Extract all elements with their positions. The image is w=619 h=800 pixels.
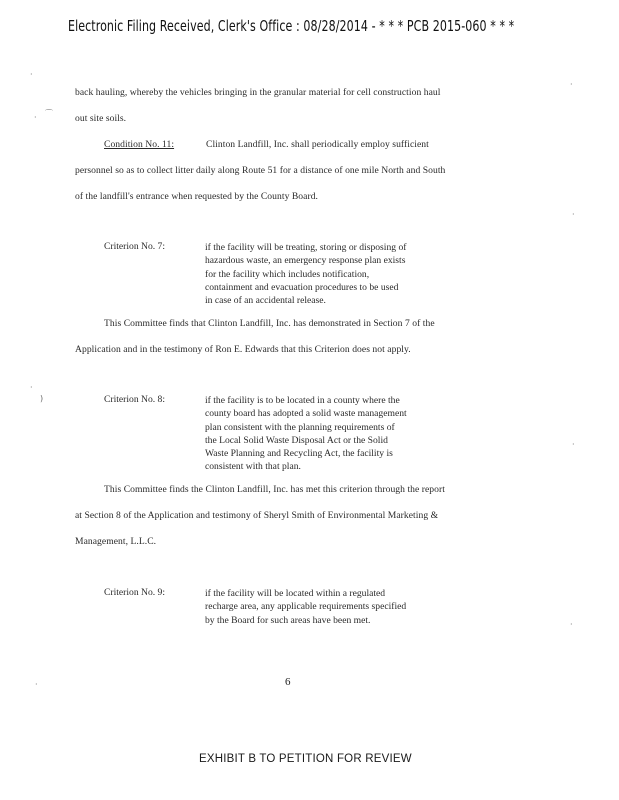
scan-speck: ) xyxy=(40,394,44,403)
electronic-filing-stamp: Electronic Filing Received, Clerk's Office : 08/28/2014 - * * * PCB 2015-060 * * * xyxy=(68,17,515,35)
criterion-8-finding: Management, L.L.C. xyxy=(75,536,157,547)
condition-11-text: personnel so as to collect litter daily along Route 51 for a distance of one mile North and South xyxy=(75,165,446,176)
criterion-line: for the facility which includes notification, xyxy=(205,268,370,280)
criterion-line: Waste Planning and Recycling Act, the facility is xyxy=(205,448,393,460)
condition-11-label: Condition No. 11: xyxy=(104,139,175,150)
scan-speck: ⌒ xyxy=(45,109,53,118)
scan-speck: · xyxy=(572,210,575,219)
criterion-line: if the facility will be located within a regulated xyxy=(205,588,386,599)
scan-speck: · xyxy=(30,383,33,392)
criterion-8-finding: at Section 8 of the Application and testimony of Sheryl Smith of Environmental Marketing & xyxy=(75,510,439,521)
criterion-line: by the Board for such areas have been met. xyxy=(205,614,371,626)
criterion-line: the Local Solid Waste Disposal Act or the Solid xyxy=(205,434,388,446)
criterion-8-text xyxy=(205,394,475,474)
criterion-7-finding: Application and in the testimony of Ron E. Edwards that this Criterion does not apply. xyxy=(75,344,411,355)
criterion-7-text xyxy=(205,241,475,307)
criterion-7-label: Criterion No. 7: xyxy=(104,241,166,252)
condition-11-text: of the landfill's entrance when requested by the County Board. xyxy=(75,191,319,202)
criterion-8-label: Criterion No. 8: xyxy=(104,394,166,405)
exhibit-footer: EXHIBIT B TO PETITION FOR REVIEW xyxy=(199,753,412,765)
criterion-line: in case of an accidental release. xyxy=(205,295,326,307)
scan-speck: · xyxy=(572,440,575,449)
criterion-line: hazardous waste, an emergency response plan exists xyxy=(205,255,406,267)
scan-speck: · xyxy=(35,680,38,689)
scan-speck: · xyxy=(34,113,37,122)
scan-speck: · xyxy=(30,70,33,79)
criterion-9-label: Criterion No. 9: xyxy=(104,587,166,598)
condition-11-text: Clinton Landfill, Inc. shall periodically employ sufficient xyxy=(206,139,429,150)
criterion-line: if the facility will be treating, storing or disposing of xyxy=(205,242,407,253)
criterion-line: plan consistent with the planning requirements of xyxy=(205,421,395,433)
criterion-line: recharge area, any applicable requirements specified xyxy=(205,601,407,613)
criterion-7-finding: This Committee finds that Clinton Landfill, Inc. has demonstrated in Section 7 of the xyxy=(104,318,435,329)
criterion-line: consistent with that plan. xyxy=(205,461,301,473)
criterion-line: containment and evacuation procedures to be used xyxy=(205,281,399,293)
criterion-line: if the facility is to be located in a county where the xyxy=(205,395,400,406)
body-line: back hauling, whereby the vehicles bringing in the granular material for cell construction haul xyxy=(75,87,441,98)
scan-speck: · xyxy=(570,620,573,629)
criterion-9-text xyxy=(205,587,475,627)
scan-speck: · xyxy=(570,80,573,89)
criterion-8-finding: This Committee finds the Clinton Landfill, Inc. has met this criterion through the report xyxy=(104,484,445,495)
criterion-line: county board has adopted a solid waste management xyxy=(205,408,407,420)
page-number: 6 xyxy=(285,676,291,688)
body-line: out site soils. xyxy=(75,113,127,124)
